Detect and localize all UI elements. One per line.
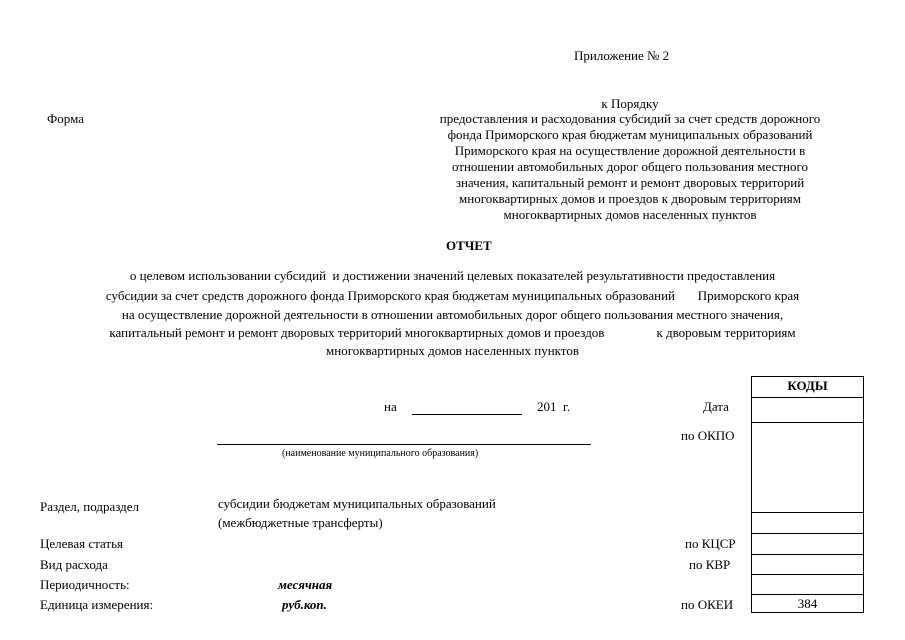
code-cell-okpo[interactable] [752, 422, 863, 443]
subtitle-line: многоквартирных домов населенных пунктов [326, 343, 579, 358]
code-cell-section-top [752, 443, 863, 512]
okpo-label: по ОКПО [681, 428, 735, 443]
report-title: ОТЧЕТ [446, 238, 492, 253]
code-cell-okei[interactable]: 384 [752, 594, 863, 613]
form-label: Форма [47, 111, 84, 126]
section-label: Раздел, подраздел [40, 499, 140, 514]
kvr-label: по КВР [689, 557, 731, 572]
municipality-underline[interactable] [217, 444, 591, 445]
order-line: к Порядку [601, 96, 659, 111]
subtitle-line: на осуществление дорожной деятельности в отношении автомобильных дорог общего пользования местного значения, [121, 307, 784, 322]
okei-label: по ОКЕИ [681, 597, 734, 612]
code-cell-date[interactable] [752, 397, 863, 417]
kcsr-label: по КЦСР [685, 536, 736, 551]
code-cell-period[interactable] [752, 574, 863, 594]
order-line: значения, капитальный ремонт и ремонт дворовых территорий [455, 175, 805, 190]
codes-table [751, 376, 864, 613]
appendix-number: Приложение № 2 [574, 48, 670, 63]
code-cell-kcsr[interactable] [752, 533, 863, 554]
date-year: 201 г. [537, 399, 571, 414]
date-underline[interactable] [412, 414, 522, 415]
code-cell-section[interactable] [752, 512, 863, 533]
date-label: Дата [703, 399, 729, 414]
subtitle-line: о целевом использовании субсидий и достижении значений целевых показателей результативности предоставления [129, 268, 776, 283]
codes-header: КОДЫ [787, 378, 828, 393]
date-prefix: на [384, 399, 397, 414]
order-line: фонда Приморского края бюджетам муниципальных образований [447, 127, 813, 142]
code-cell-kvr[interactable] [752, 554, 863, 574]
period-label: Периодичность: [40, 577, 130, 592]
order-line: отношении автомобильных дорог общего пользования местного [451, 159, 809, 174]
subtitle-line: субсидии за счет средств дорожного фонда Приморского края бюджетам муниципальных образований Приморского края [105, 288, 800, 303]
period-value: месячная [278, 577, 333, 592]
unit-label: Единица измерения: [40, 597, 154, 612]
unit-value: руб.коп. [282, 597, 327, 612]
target-label: Целевая статья [40, 536, 124, 551]
expense-label: Вид расхода [40, 557, 108, 572]
section-value-note: (межбюджетные трансферты) [218, 515, 383, 530]
subtitle-line: капитальный ремонт и ремонт дворовых территорий многоквартирных домов и проездов к дворовым территориям [109, 325, 796, 340]
municipality-caption: (наименование муниципального образования) [282, 448, 479, 459]
order-line: предоставления и расходования субсидий за счет средств дорожного [439, 111, 821, 126]
order-line: многоквартирных домов и проездов к дворовым территориям [459, 191, 801, 206]
order-line: Приморского края на осуществление дорожной деятельности в [454, 143, 806, 158]
section-value: субсидии бюджетам муниципальных образований [218, 496, 496, 511]
order-line: многоквартирных домов населенных пунктов [503, 207, 757, 222]
